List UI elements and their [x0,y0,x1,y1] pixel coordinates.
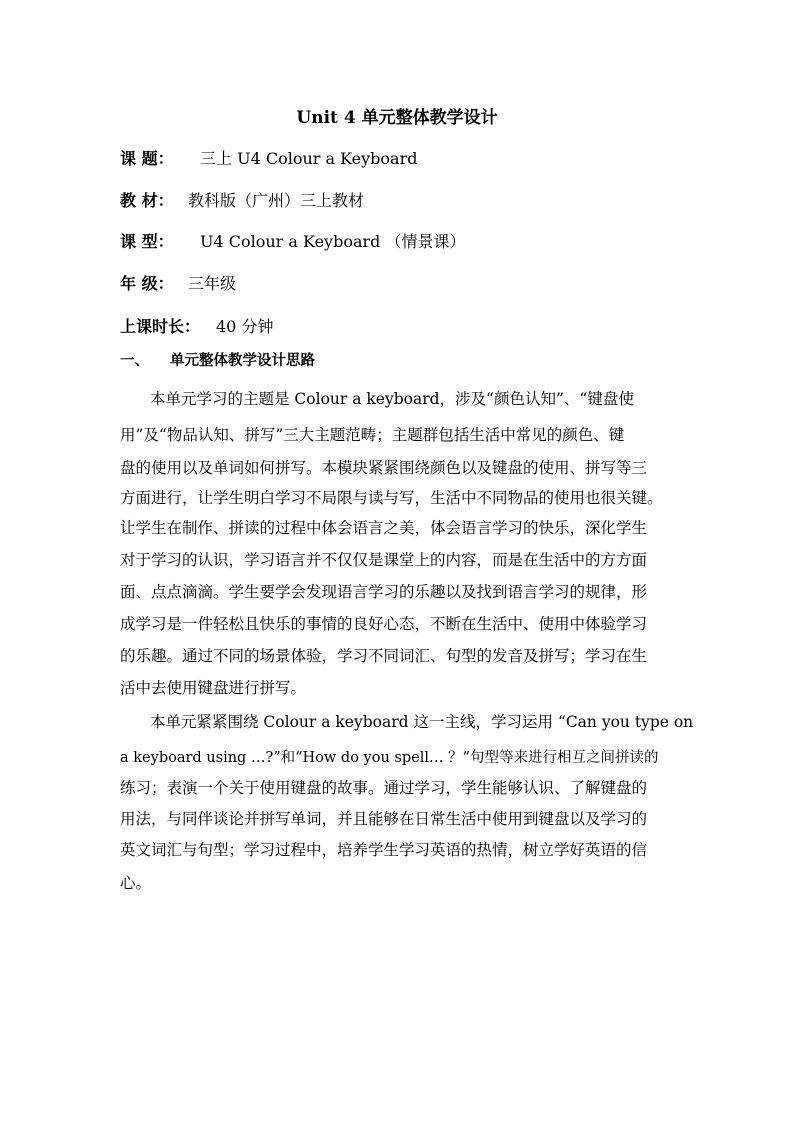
paragraph-1-line: 活中去使用键盘进行拼写。 [120,679,307,697]
meta-label-grade: 年 级： [120,274,174,293]
paragraph-1-line: 盘的使用以及单词如何拼写。本模块紧紧围绕颜色以及键盘的使用、拼写等三 [120,459,648,477]
section-title: 单元整体教学设计思路 [170,352,315,369]
paragraph-2-line: 用法，与同伴谈论并拼写单词，并且能够在日常生活中使用到键盘以及学习的 [120,810,648,828]
meta-row-topic [120,147,417,171]
paragraph-2-line: 心。 [120,874,152,892]
paragraph-1-line: 成学习是一件轻松且快乐的事情的良好心态，不断在生活中、使用中体验学习 [120,615,648,633]
paragraph-1-line: 的乐趣。通过不同的场景体验，学习不同词汇、句型的发音及拼写；学习在生 [120,647,648,665]
paragraph-1-line: 方面进行，让学生明白学习不局限与读与写，生活中不同物品的使用也很关键。 [120,489,663,507]
meta-row-duration [120,315,273,339]
meta-value-lesson-type: U4 Colour a Keyboard （情景课） [200,232,466,251]
meta-label-topic: 课 题： [120,149,174,168]
paragraph-1-line: 本单元学习的主题是 Colour a keyboard，涉及“颜色认知”、“键盘使 [150,390,634,408]
section-heading [120,350,315,372]
paragraph-2-line: 本单元紧紧围绕 Colour a keyboard 这一主线，学习运用 “Can you type on [150,713,694,731]
paragraph-1-line: 面、点点滴滴。学生要学会发现语言学习的乐趣以及找到语言学习的规律，形 [120,583,648,601]
meta-value-topic: 三上 U4 Colour a Keyboard [200,149,418,168]
meta-value-grade: 三年级 [188,274,237,293]
paragraph-1-line: 让学生在制作、拼读的过程中体会语言之美，体会语言学习的快乐，深化学生 [120,519,648,537]
section-number: 一、 [120,352,149,369]
meta-label-textbook: 教 材： [120,191,174,210]
meta-row-lesson-type [120,230,465,254]
meta-label-duration: 上课时长： [120,317,201,336]
paragraph-1-line: 用”及“物品认知、拼写”三大主题范畴；主题群包括生活中常见的颜色、键 [120,426,625,444]
meta-value-textbook: 教科版（广州）三上教材 [188,191,365,210]
paragraph-2-line: 练习；表演一个关于使用键盘的故事。通过学习，学生能够认识、了解键盘的 [120,779,648,797]
paragraph-1-line: 对于学习的认识，学习语言并不仅仅是课堂上的内容，而是在生活中的方方面 [120,551,648,569]
document-title: Unit 4 单元整体教学设计 [296,108,498,128]
meta-row-textbook [120,189,364,213]
paragraph-2-line: 英文词汇与句型；学习过程中，培养学生学习英语的热情，树立学好英语的信 [120,841,648,859]
meta-row-grade [120,272,236,296]
meta-label-lesson-type: 课 型： [120,232,174,251]
meta-value-duration: 40 分钟 [216,317,274,336]
paragraph-2-line: a keyboard using …?”和“How do you spell… ？”句型等来进行相互之间拼读的 [120,750,659,766]
